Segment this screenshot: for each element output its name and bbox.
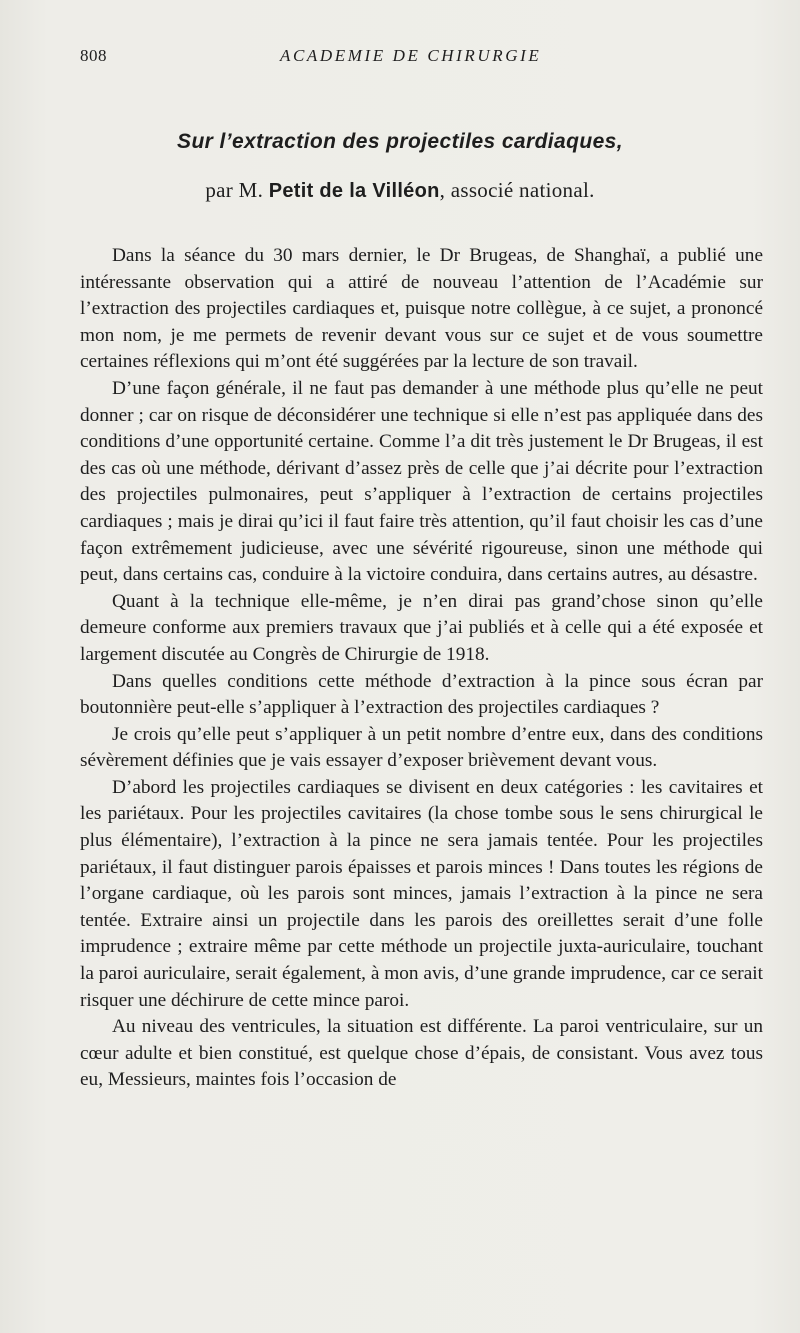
byline-suffix: , associé national. (439, 178, 595, 202)
page-header (80, 46, 770, 74)
paragraph: Quant à la technique elle-même, je n’en dirai pas grand’chose sinon qu’elle demeure conforme aux premiers travaux que j’ai publiés et à celle qui a été exposée et largement discutée au Congrès de Chirurgie de 1918. (80, 590, 763, 665)
page-number: 808 (80, 46, 107, 65)
article-title: Sur l’extraction des projectiles cardiaques, (177, 130, 623, 153)
running-title: ACADEMIE DE CHIRURGIE (280, 46, 542, 65)
paragraph: Dans quelles conditions cette méthode d’extraction à la pince sous écran par boutonnière peut-elle s’appliquer à l’extraction des projectiles cardiaques ? (80, 670, 763, 719)
byline-prefix: par M. (205, 178, 264, 202)
paragraph: Au niveau des ventricules, la situation est différente. La paroi ventriculaire, sur un cœur adulte et bien constitué, est quelque chose d’épais, de consistant. Vous avez tous eu, Messieurs, maintes fois l’occasion de (80, 1016, 763, 1091)
author-name: Petit de la Villéon (268, 180, 440, 202)
paragraph: D’une façon générale, il ne faut pas demander à une méthode plus qu’elle ne peut donner ; car on risque de déconsidérer une technique si elle n’est pas appliquée dans des conditions d’une opportunité certaine. Comme l’a dit très justement le Dr Brugeas, il est des cas où une méthode, dérivant d’assez près de celle que j’ai décrite pour l’extraction des projectiles pulmonaires, peut s’appliquer à l’extraction de certains projectiles cardiaques ; mais je dirai qu’ici il faut faire très attention, qu’il faut choisir les cas d’une façon extrêmement judicieuse, avec une sévérité rigoureuse, sinon une méthode qui peut, dans certains cas, conduire à la victoire conduira, dans certains autres, au désastre. (80, 377, 763, 586)
paragraph: Je crois qu’elle peut s’appliquer à un petit nombre d’entre eux, dans des conditions sévèrement définies que je vais essayer d’exposer brièvement devant vous. (80, 723, 763, 772)
byline (0, 178, 800, 203)
paragraph: Dans la séance du 30 mars dernier, le Dr Brugeas, de Shanghaï, a publié une intéressante observation qui a attiré de nouveau l’attention de l’Académie sur l’extraction des projectiles cardiaques et, puisque notre collègue, à ce sujet, a prononcé mon nom, je me permets de revenir devant vous sur ce sujet et de vous soumettre certaines réflexions qui m’ont été suggérées par la lecture de son travail. (80, 245, 763, 373)
paragraph: D’abord les projectiles cardiaques se divisent en deux catégories : les cavitaires et les pariétaux. Pour les projectiles cavitaires (la chose tombe sous le sens chirurgical le plus élémentaire), l’extraction à la pince ne sera jamais tentée. Pour les projectiles pariétaux, il faut distinguer parois épaisses et parois minces ! Dans toutes les régions de l’organe cardiaque, où les parois sont minces, jamais l’extraction à la pince ne sera tentée. Extraire ainsi un projectile dans les parois des oreillettes serait d’une folle imprudence ; extraire même par cette méthode un projectile juxta-auriculaire, touchant la paroi auriculaire, serait également, à mon avis, d’une grande imprudence, car ce serait risquer une déchirure de cette mince paroi. (80, 776, 763, 1011)
article-body (80, 243, 763, 1094)
